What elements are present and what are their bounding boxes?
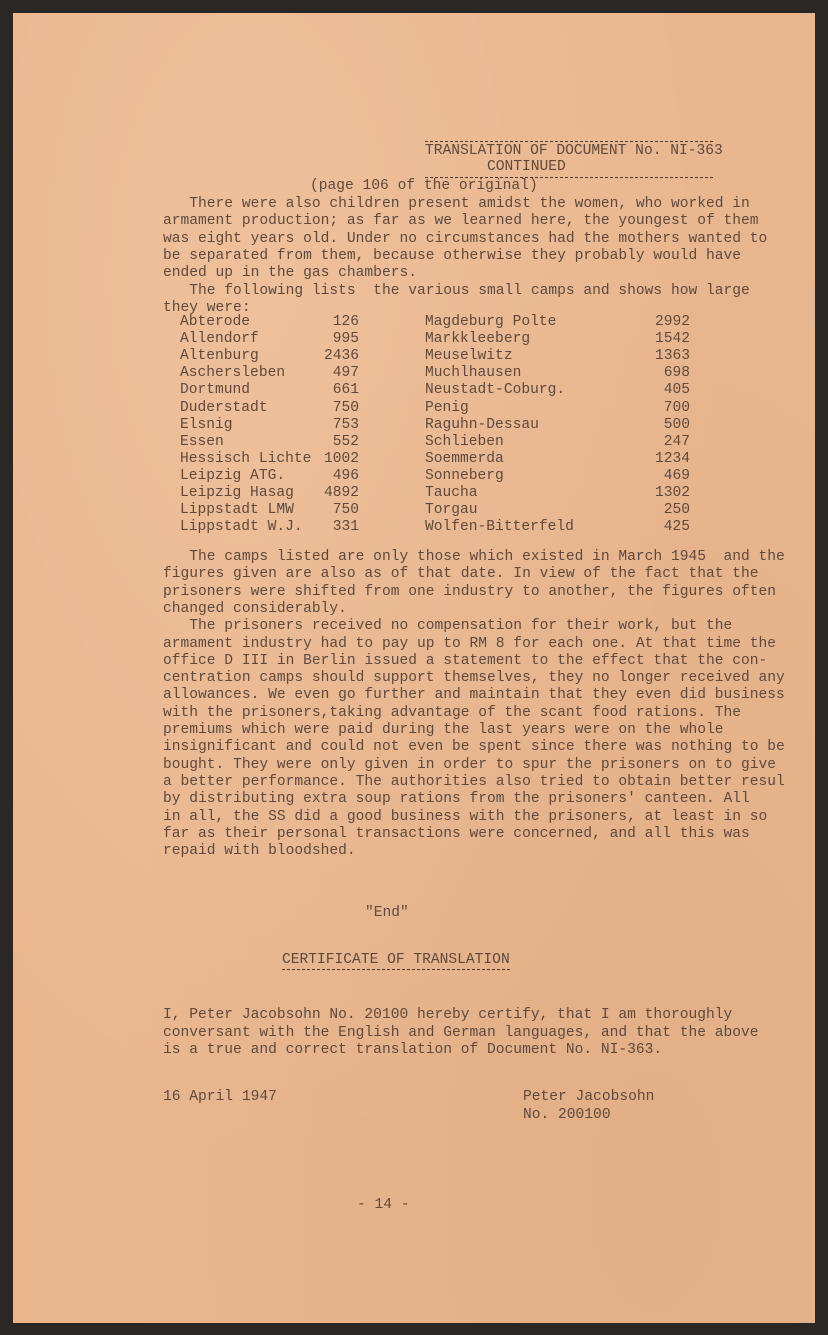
table-row <box>0 400 828 417</box>
camp-count: 1002 <box>323 450 359 467</box>
text-line: changed considerably. <box>163 600 347 617</box>
table-row <box>0 434 828 451</box>
text-line: repaid with bloodshed. <box>163 843 356 860</box>
text-line: they were: <box>163 299 251 316</box>
table-row <box>0 417 828 434</box>
camp-count: 1542 <box>654 331 690 348</box>
text-line: The camps listed are only those which existed in March 1945 and the <box>163 549 785 565</box>
text-line: ended up in the gas chambers. <box>163 265 417 282</box>
camp-count: 405 <box>663 382 690 399</box>
camp-name: Soemmerda <box>425 450 504 467</box>
certificate-title: CERTIFICATE OF TRANSLATION <box>282 952 510 970</box>
table-row <box>0 331 828 348</box>
camp-name: Neustadt-Coburg. <box>425 382 566 399</box>
camp-name: Muchlhausen <box>425 365 522 382</box>
page-number: - 14 - <box>357 1197 410 1213</box>
camp-count: 698 <box>663 365 690 382</box>
text-line: figures given are also as of that date. In view of the fact that the <box>163 566 759 583</box>
text-line: is a true and correct translation of Document No. NI-363. <box>163 1042 663 1059</box>
text-line: The following lists the various small camps and shows how large <box>163 282 750 299</box>
camp-count: 661 <box>332 382 359 399</box>
page-reference: (page 106 of the original) <box>310 178 538 194</box>
certificate-date: 16 April 1947 <box>163 1089 277 1105</box>
camp-name: Leipzig ATG. <box>180 467 286 484</box>
header-rule-top <box>425 141 713 142</box>
end-mark: "End" <box>365 905 409 921</box>
camp-name: Sonneberg <box>425 467 504 484</box>
camp-name: Schlieben <box>425 433 504 450</box>
camp-count: 425 <box>663 519 690 536</box>
camp-name: Duderstadt <box>180 399 268 416</box>
camp-name: Dortmund <box>180 382 251 399</box>
text-line: by distributing extra soup rations from the prisoners' canteen. All <box>163 791 750 808</box>
camp-count: 331 <box>332 519 359 536</box>
camp-count: 496 <box>332 467 359 484</box>
text-line: centration camps should support themselves, they no longer received any <box>163 670 785 687</box>
text-line: I, Peter Jacobsohn No. 20100 hereby certify, that I am thoroughly <box>163 1007 733 1023</box>
camp-name: Altenburg <box>180 348 259 365</box>
camp-name: Wolfen-Bitterfeld <box>425 519 574 536</box>
text-line: conversant with the English and German languages, and that the above <box>163 1024 759 1041</box>
camp-name: Hessisch Lichte <box>180 450 312 467</box>
text-line: premiums which were paid during the last years were on the whole <box>163 722 724 738</box>
text-line: be separated from them, because otherwise they probably would have <box>163 247 742 264</box>
table-row <box>0 348 828 365</box>
camp-count: 753 <box>332 416 359 433</box>
text-line: armament production; as far as we learned here, the youngest of them <box>163 213 759 230</box>
table-row <box>0 314 828 331</box>
camp-count: 2436 <box>323 348 359 365</box>
document-subtitle: CONTINUED <box>487 159 566 175</box>
camp-name: Lippstadt LMW <box>180 502 294 519</box>
camp-name: Lippstadt W.J. <box>180 519 303 536</box>
text-line: There were also children present amidst the women, who worked in <box>163 196 750 212</box>
camp-count: 1234 <box>654 450 690 467</box>
table-row <box>0 485 828 502</box>
table-row <box>0 468 828 485</box>
text-line: a better performance. The authorities also tried to obtain better resul <box>163 773 785 790</box>
text-line: prisoners were shifted from one industry to another, the figures often <box>163 583 777 600</box>
document-title: TRANSLATION OF DOCUMENT No. NI-363 <box>425 143 723 159</box>
text-line: in all, the SS did a good business with the prisoners, at least in so <box>163 808 768 825</box>
camp-name: Penig <box>425 399 469 416</box>
camp-count: 1302 <box>654 485 690 501</box>
text-line: armament industry had to pay up to RM 8 for each one. At that time the <box>163 635 777 652</box>
camp-name: Elsnig <box>180 416 233 433</box>
text-line: The prisoners received no compensation for their work, but the <box>163 618 733 635</box>
camp-count: 700 <box>663 399 690 416</box>
camp-name: Taucha <box>425 485 478 501</box>
text-line: allowances. We even go further and maintain that they even did business <box>163 687 785 704</box>
camp-name: Magdeburg Polte <box>425 314 557 330</box>
camp-name: Raguhn-Dessau <box>425 416 539 433</box>
camp-count: 126 <box>332 314 359 330</box>
camp-name: Aschersleben <box>180 365 286 382</box>
table-row <box>0 502 828 519</box>
table-row <box>0 382 828 399</box>
camp-count: 750 <box>332 399 359 416</box>
camp-count: 469 <box>663 467 690 484</box>
camp-count: 750 <box>332 502 359 519</box>
camp-name: Markkleeberg <box>425 331 531 348</box>
signer-name: Peter Jacobsohn <box>523 1089 655 1105</box>
camp-count: 552 <box>332 433 359 450</box>
camp-name: Allendorf <box>180 331 259 348</box>
camp-count: 1363 <box>654 348 690 365</box>
camp-count: 995 <box>332 331 359 348</box>
text-line: with the prisoners,taking advantage of the scant food rations. The <box>163 704 742 721</box>
camp-count: 250 <box>663 502 690 519</box>
text-line: far as their personal transactions were concerned, and all this was <box>163 825 750 842</box>
text-line: bought. They were only given in order to spur the prisoners on to give <box>163 756 777 773</box>
camp-count: 500 <box>663 416 690 433</box>
text-line: was eight years old. Under no circumstances had the mothers wanted to <box>163 230 768 247</box>
text-line: office D III in Berlin issued a statement to the effect that the con- <box>163 652 768 669</box>
camp-count: 2992 <box>654 314 690 330</box>
table-row <box>0 451 828 468</box>
camp-name: Abterode <box>180 314 251 330</box>
text-line: insignificant and could not even be spent since there was nothing to be <box>163 739 785 756</box>
camp-name: Meuselwitz <box>425 348 513 365</box>
camp-name: Torgau <box>425 502 478 519</box>
camp-count: 497 <box>332 365 359 382</box>
table-row <box>0 519 828 536</box>
camp-count: 4892 <box>323 485 359 501</box>
camp-name: Essen <box>180 433 224 450</box>
camp-name: Leipzig Hasag <box>180 485 294 501</box>
camp-count: 247 <box>663 433 690 450</box>
table-row <box>0 365 828 382</box>
signer-number: No. 200100 <box>523 1107 611 1123</box>
